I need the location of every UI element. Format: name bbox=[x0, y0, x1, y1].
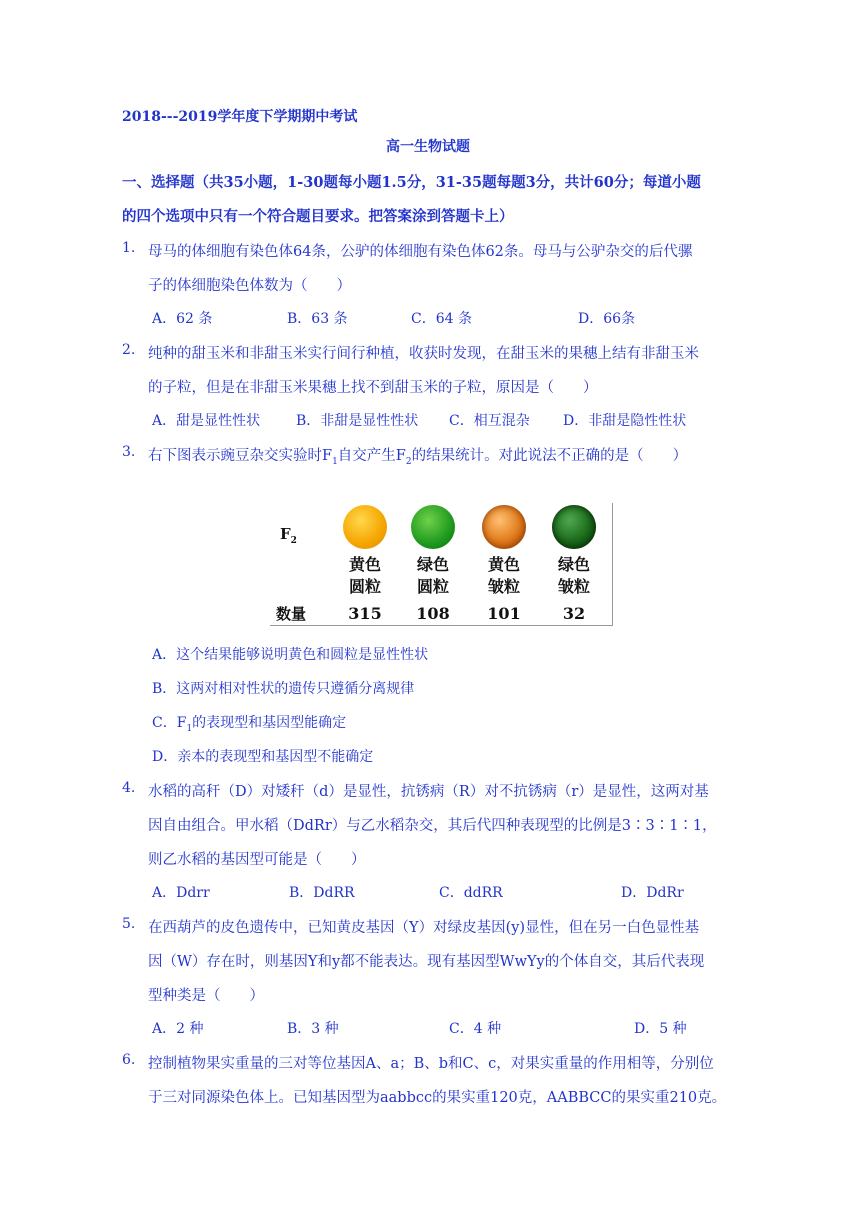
exam-title: 2018---2019学年度下学期期中考试 bbox=[122, 109, 358, 125]
question-4-line-2: 因自由组合。甲水稻（DdRr）与乙水稻杂交，其后代四种表现型的比例是3∶3∶1∶1， bbox=[148, 818, 717, 834]
question-4-option-c: C．ddRR bbox=[439, 885, 503, 901]
question-2-option-c: C．相互混杂 bbox=[449, 413, 530, 429]
subject-title: 高一生物试题 bbox=[386, 139, 470, 155]
pea-3-count: 101 bbox=[487, 604, 521, 623]
question-1-option-a: A．62 条 bbox=[152, 311, 213, 327]
question-5-option-d: D．5 种 bbox=[634, 1021, 687, 1037]
question-1-number: 1. bbox=[122, 240, 136, 256]
pea-1-count: 315 bbox=[348, 604, 382, 623]
pea-3-label: 黄色 皱粒 bbox=[487, 555, 520, 596]
pea-4-label: 绿色 皱粒 bbox=[557, 555, 590, 596]
question-2-option-d: D．非甜是隐性性状 bbox=[563, 413, 687, 429]
question-2-number: 2. bbox=[122, 342, 136, 358]
question-3-line-1: 右下图表示豌豆杂交实验时$F_1$自交产生$F_2$的结果统计。对此说法不正确的是（ ） bbox=[148, 448, 688, 467]
question-4-number: 4. bbox=[122, 780, 136, 796]
pea-4-count: 32 bbox=[562, 604, 586, 623]
question-2-option-b: B．非甜是显性性状 bbox=[296, 413, 419, 429]
question-3-option-b: B．这两对相对性状的遗传只遵循分离规律 bbox=[152, 681, 415, 697]
question-6-number: 6. bbox=[122, 1052, 136, 1068]
question-6-line-2: 于三对同源染色体上。已知基因型为aabbcc的果实重120克，AABBCC的果实重210克。 bbox=[148, 1090, 727, 1106]
section-heading-line-1: 一、选择题（共35小题，1-30题每小题1.5分，31-35题每题3分，共计60分；每道小题 bbox=[122, 174, 701, 191]
question-3-option-c: C．$F_1$的表现型和基因型能确定 bbox=[152, 715, 347, 734]
question-2-option-a: A．甜是显性性状 bbox=[152, 413, 261, 429]
section-heading-line-2: 的四个选项中只有一个符合题目要求。把答案涂到答题卡上） bbox=[122, 208, 514, 225]
question-5-option-a: A．2 种 bbox=[152, 1021, 204, 1037]
question-4-line-1: 水稻的高秆（D）对矮秆（d）是显性，抗锈病（R）对不抗锈病（r）是显性，这两对基 bbox=[148, 784, 709, 800]
pea-2-count: 108 bbox=[416, 604, 450, 623]
question-3-option-a: A．这个结果能够说明黄色和圆粒是显性性状 bbox=[152, 647, 429, 663]
question-5-option-c: C．4 种 bbox=[449, 1021, 502, 1037]
figure-generation-label: $F_2$ bbox=[280, 525, 297, 546]
question-5-line-2: 因（W）存在时，则基因Y和y都不能表达。现有基因型WwYy的个体自交，其后代表现 bbox=[148, 954, 705, 970]
question-1-option-b: B．63 条 bbox=[287, 311, 348, 327]
yellow-wrinkled-pea-icon bbox=[482, 505, 526, 549]
pea-1-label: 黄色 圆粒 bbox=[348, 555, 381, 596]
green-round-pea-icon bbox=[411, 505, 455, 549]
question-4-option-b: B．DdRR bbox=[289, 885, 355, 901]
question-5-number: 5. bbox=[122, 916, 136, 932]
question-1-option-d: D．66条 bbox=[578, 311, 636, 327]
question-3-number: 3. bbox=[122, 444, 136, 460]
question-4-line-3: 则乙水稻的基因型可能是（ ） bbox=[148, 852, 366, 868]
figure-count-label: 数量 bbox=[276, 605, 307, 623]
question-4-option-a: A．Ddrr bbox=[152, 885, 210, 901]
question-5-line-1: 在西葫芦的皮色遗传中，已知黄皮基因（Y）对绿皮基因(y)显性，但在另一白色显性基 bbox=[148, 920, 700, 936]
pea-cross-figure bbox=[270, 503, 613, 626]
question-5-option-b: B．3 种 bbox=[287, 1021, 339, 1037]
question-5-line-3: 型种类是（ ） bbox=[148, 988, 264, 1004]
question-6-line-1: 控制植物果实重量的三对等位基因A、a；B、b和C、c，对果实重量的作用相等，分别位 bbox=[148, 1056, 714, 1072]
question-3-option-d: D．亲本的表现型和基因型不能确定 bbox=[152, 749, 374, 765]
green-wrinkled-pea-icon bbox=[552, 505, 596, 549]
question-2-line-2: 的子粒，但是在非甜玉米果穗上找不到甜玉米的子粒，原因是（ ） bbox=[148, 380, 598, 396]
question-2-line-1: 纯种的甜玉米和非甜玉米实行间行种植，收获时发现，在甜玉米的果穗上结有非甜玉米 bbox=[148, 346, 699, 362]
question-1-option-c: C．64 条 bbox=[411, 311, 472, 327]
pea-2-label: 绿色 圆粒 bbox=[416, 555, 449, 596]
question-1-line-1: 母马的体细胞有染色体64条，公驴的体细胞有染色体62条。母马与公驴杂交的后代骡 bbox=[148, 244, 693, 260]
question-4-option-d: D．DdRr bbox=[621, 885, 684, 901]
yellow-round-pea-icon bbox=[343, 505, 387, 549]
question-1-line-2: 子的体细胞染色体数为（ ） bbox=[148, 278, 351, 294]
